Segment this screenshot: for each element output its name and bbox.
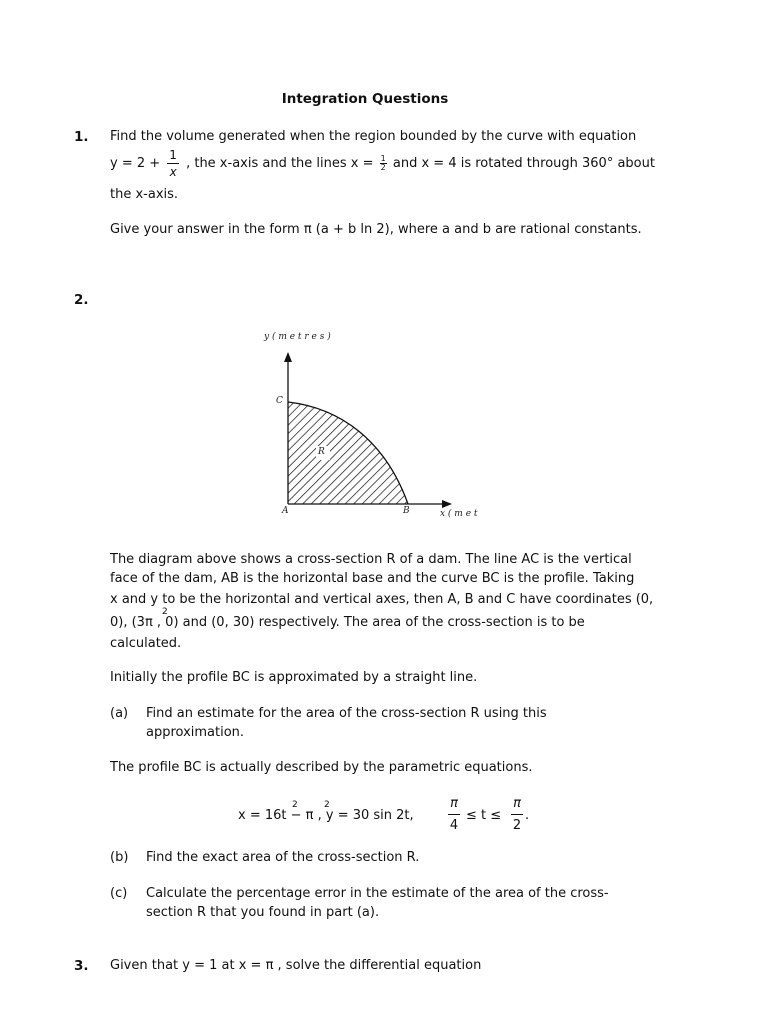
q1-line-2-end: and x = 4 is rotated through 360° about xyxy=(392,156,655,171)
q2-superscript-2: 2 xyxy=(162,607,168,617)
part-c-line-2: section R that you found in part (a). xyxy=(146,905,380,920)
q2-para2: Initially the profile BC is approximated by a straight line. xyxy=(110,670,478,685)
lower-bound-denominator: 4 xyxy=(449,818,459,833)
part-b-label: (b) xyxy=(110,850,129,865)
parametric-equations: x = 16t − π , y = 30 sin 2t, xyxy=(238,808,414,823)
q2-para1-line-1: The diagram above shows a cross-section R of a dam. The line AC is the vertical xyxy=(110,552,632,567)
part-c-line-1: Calculate the percentage error in the estimate of the area of the cross- xyxy=(146,886,609,901)
part-a-line-2: approximation. xyxy=(146,725,245,740)
question-3-number: 3. xyxy=(74,958,89,974)
upper-bound-fraction-bar xyxy=(511,814,523,815)
question-2-number: 2. xyxy=(74,292,89,308)
q3-text: Given that y = 1 at x = π , solve the differential equation xyxy=(110,958,482,973)
q2-para1-line-2: face of the dam, AB is the horizontal base and the curve BC is the profile. Taking xyxy=(110,571,635,586)
q1-equation-lhs: y = 2 + xyxy=(110,156,161,171)
lower-bound-fraction-bar xyxy=(448,814,460,815)
upper-bound-denominator: 2 xyxy=(512,818,522,833)
part-c-label: (c) xyxy=(110,886,128,901)
question-1-number: 1. xyxy=(74,129,89,145)
x-axis-label: x ( m e t xyxy=(440,509,478,519)
upper-bound-numerator: π xyxy=(513,796,521,811)
param-superscript-2: 2 xyxy=(324,800,330,810)
page-title: Integration Questions xyxy=(281,91,449,107)
q1-half-fraction: $\frac{1}{2}$ xyxy=(380,154,386,172)
part-b-text: Find the exact area of the cross-section R. xyxy=(146,850,420,865)
param-superscript-1: 2 xyxy=(292,800,298,810)
q2-para1-line-3: x and y to be the horizontal and vertical axes, then A, B and C have coordinates (0, xyxy=(110,592,654,607)
q2-para1-line-5: calculated. xyxy=(110,636,182,651)
x-axis-arrow-icon xyxy=(442,500,452,508)
region-r-label: R xyxy=(318,447,325,457)
part-a-line-1: Find an estimate for the area of the cross-section R using this xyxy=(146,706,547,721)
q1-line-4: Give your answer in the form π (a + b ln 2), where a and b are rational constants. xyxy=(110,222,642,237)
region-r-shading xyxy=(288,402,408,504)
param-period: . xyxy=(525,808,530,823)
q1-line-3: the x-axis. xyxy=(110,187,179,202)
y-axis-label: y ( m e t r e s ) xyxy=(264,332,331,342)
q2-para1-line-4: 0), (3π , 0) and (0, 30) respectively. The area of the cross-section is to be xyxy=(110,615,585,630)
q1-fraction: $\frac{1}{x}$ xyxy=(169,148,177,179)
inequality-middle: ≤ t ≤ xyxy=(466,808,502,823)
q2-para3: The profile BC is actually described by the parametric equations. xyxy=(110,760,533,775)
q1-line-2-rest: , the x-axis and the lines x = xyxy=(186,156,374,171)
point-c-label: C xyxy=(276,396,283,406)
y-axis-arrow-icon xyxy=(284,352,292,362)
q1-line-1: Find the volume generated when the region bounded by the curve with equation xyxy=(110,129,637,144)
part-a-label: (a) xyxy=(110,706,129,721)
point-b-label: B xyxy=(403,506,410,516)
lower-bound-numerator: π xyxy=(450,796,458,811)
point-a-label: A xyxy=(282,506,289,516)
